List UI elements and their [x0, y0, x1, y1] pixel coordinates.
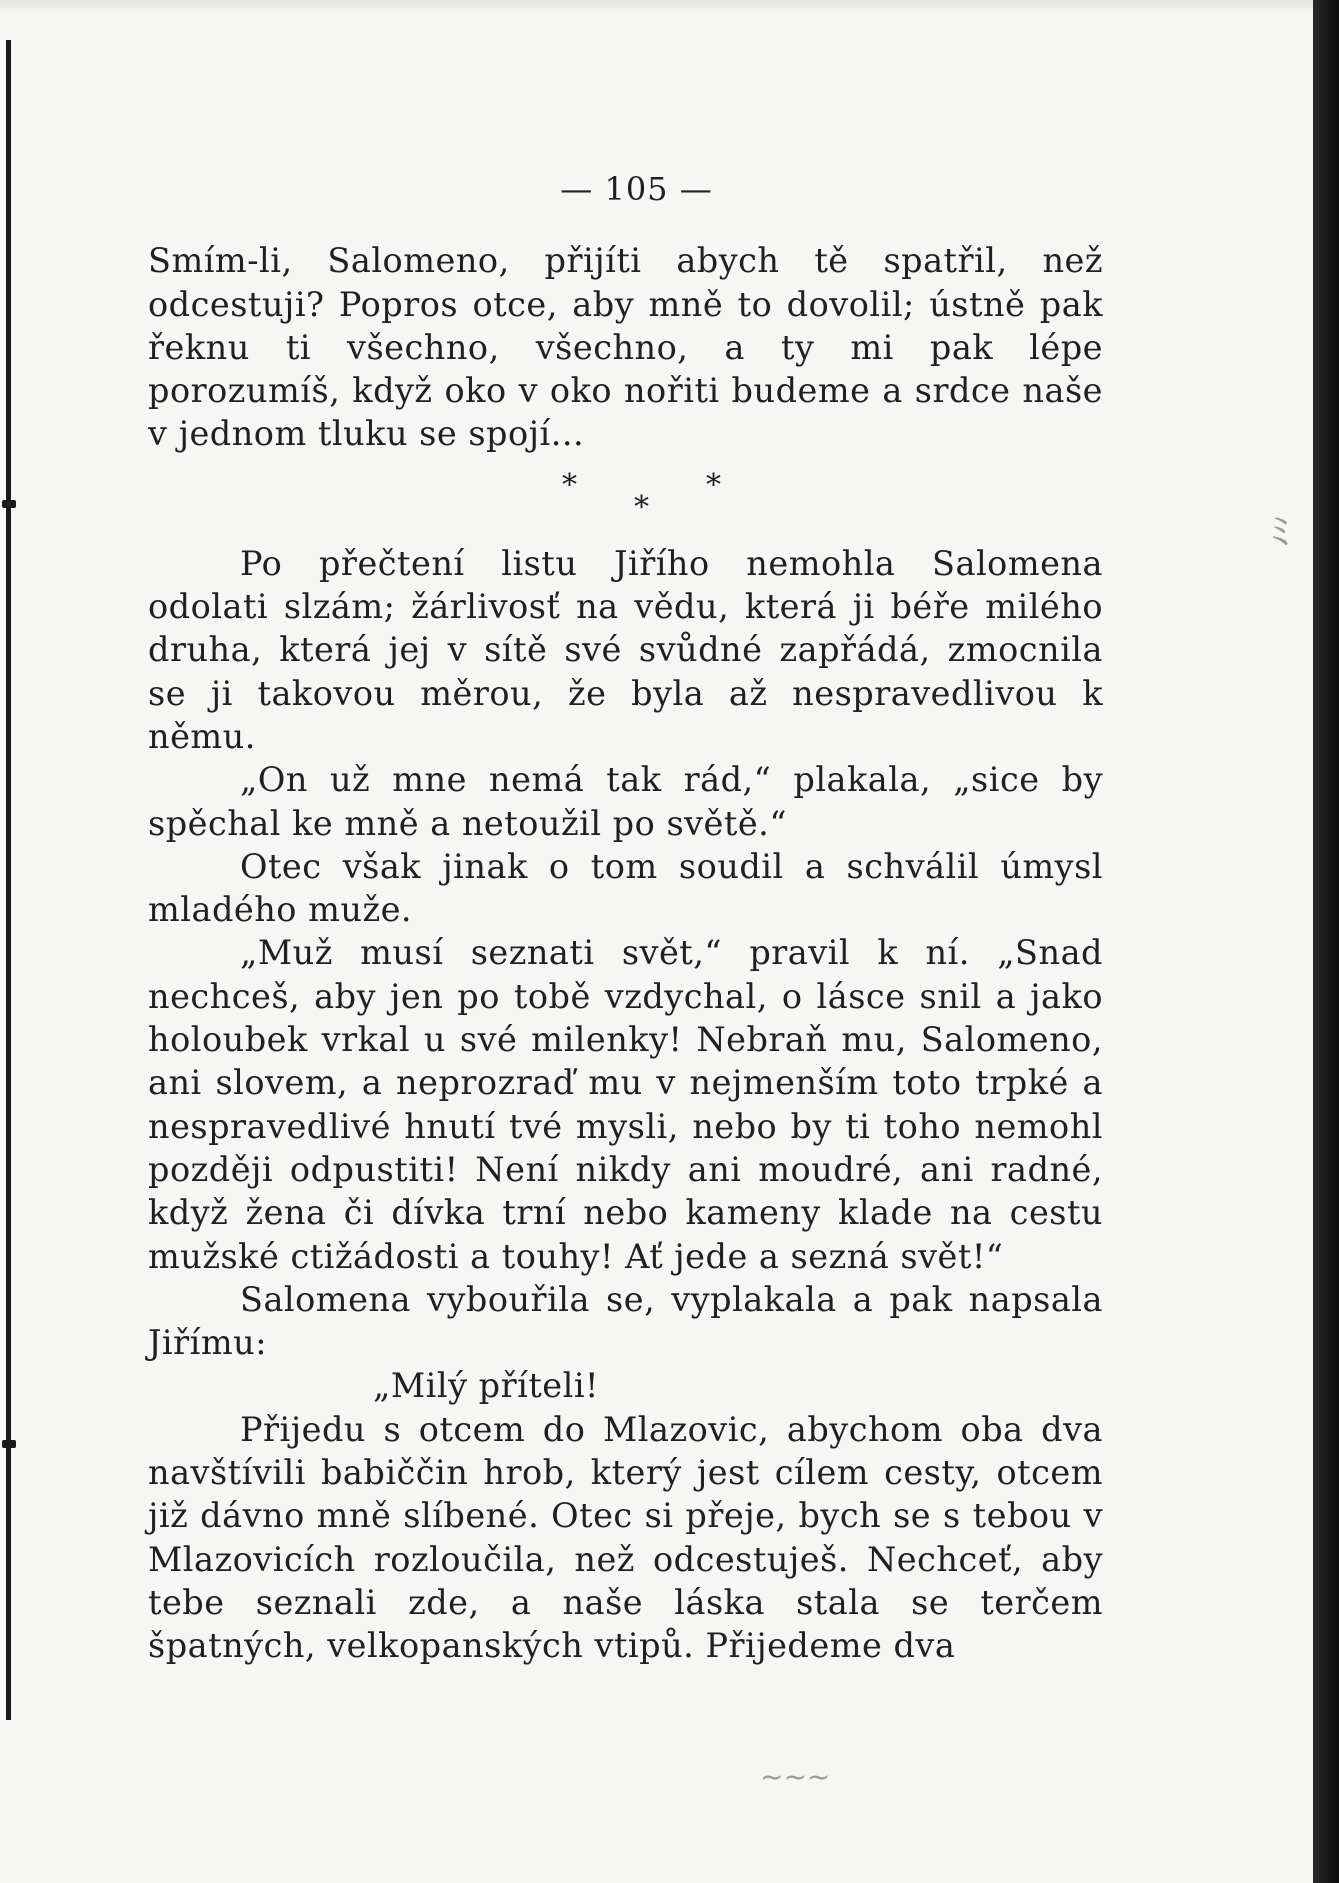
paragraph: Po přečtení listu Jiřího nemohla Salomena odolati slzám; žárlivosť na vědu, která ji béře milého druha, která jej v sítě své svůdné zapřádá, zmocnila se ji takovou měrou, že byla až nespravedlivou k němu. — [148, 543, 1103, 756]
paragraph: „On už mne nemá tak rád,“ plakala, „sice by spěchal ke mně a netoužil po světě.“ — [148, 760, 1103, 843]
separator-star: * — [562, 467, 578, 503]
scan-smudge: ﾐ — [1270, 509, 1290, 555]
paragraph: Otec však jinak o tom soudil a schválil úmysl mladého muže. — [148, 846, 1103, 930]
paragraph: Přijedu s otcem do Mlazovic, abychom oba dva navštívili babiččin hrob, který jest cílem cesty, otcem již dávno mně slíbené. Otec si přeje, bych se s tebou v Mlazovicích rozloučila, než odcestuješ. Nechceť, aby tebe seznali zde, a naše láska stala se terčem špatných, velkopanských vtipů. Přijedeme dva — [148, 1409, 1103, 1666]
separator-star: * — [706, 467, 722, 503]
binding-mark — [2, 1440, 16, 1448]
section-separator — [170, 456, 1103, 542]
paragraph: Smím-li, Salomeno, přijíti abych tě spatřil, než odcestuji? Popros otce, aby mně to dovolil; ústně pak řeknu ti všechno, všechno, a ty mi pak lépe porozumíš, když oko v oko nořiti budeme a srdce naše v jednom tluku se spojí... — [148, 241, 1103, 454]
page-text — [148, 168, 1103, 1668]
paragraph: Salomena vybouřila se, vyplakala a pak napsala Jiřímu: — [148, 1279, 1103, 1363]
letter-salutation: „Milý příteli! — [373, 1366, 600, 1406]
separator-star: * — [634, 489, 650, 525]
paragraph: „Muž musí seznati svět,“ pravil k ní. „Snad nechceš, aby jen po tobě vzdychal, o lásce snil a jako holoubek vrkal u své milenky! Nebraň mu, Salomeno, ani slovem, a neprozraď mu v nejmenším toto trpké a nespravedlivé hnutí tvé mysli, nebo by ti toho nemohl později odpustiti! Není nikdy ani moudré, ani radné, když žena či dívka trní nebo kameny klade na cestu mužské ctižádosti a touhy! Ať jede a sezná svět!“ — [148, 933, 1103, 1276]
page-number: — 105 — — [560, 170, 713, 208]
binding-edge — [6, 40, 11, 1720]
page-top-shadow — [0, 0, 1339, 14]
binding-mark — [2, 500, 16, 508]
page-right-edge — [1313, 0, 1339, 1883]
scan-smudge: ~~~ — [760, 1760, 831, 1793]
